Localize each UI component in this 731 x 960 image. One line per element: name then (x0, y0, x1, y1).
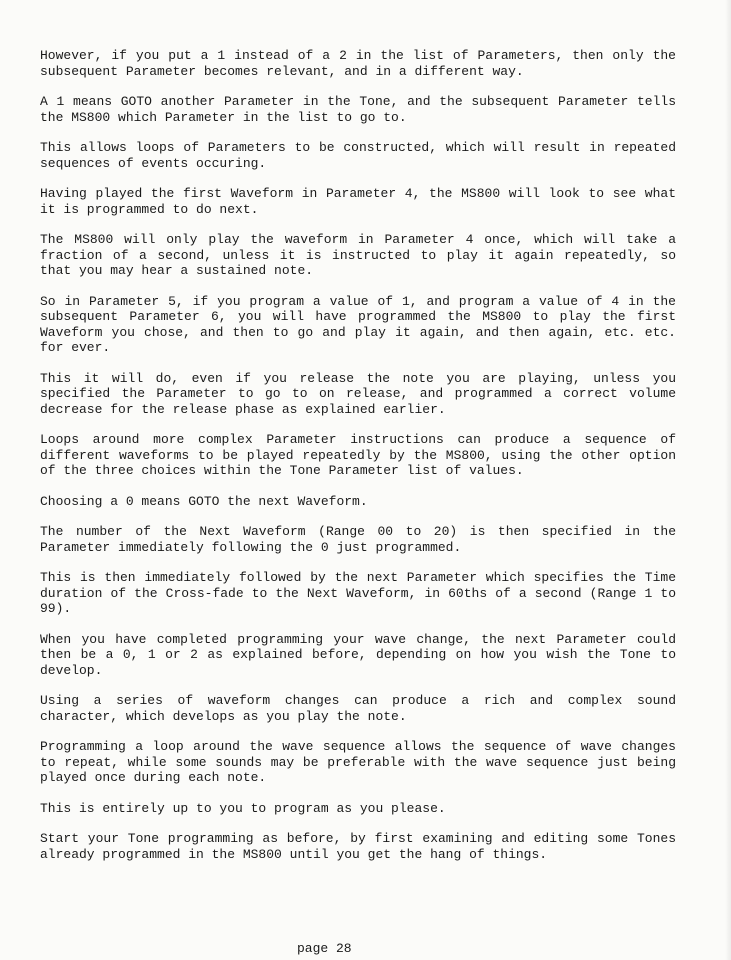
page-number: page 28 (297, 941, 352, 956)
paragraph-15: This is entirely up to you to program as you please. (40, 800, 446, 816)
paragraph-5: The MS800 will only play the waveform in Parameter 4 once, which will take a fraction of a second, unless it is instructed to play it again repeatedly, so that you may hear a sustained note. (40, 232, 676, 278)
paragraph-2: A 1 means GOTO another Parameter in the Tone, and the subsequent Parameter tells the MS800 which Parameter in the list to go to. (40, 94, 676, 125)
page-edge (725, 0, 731, 960)
paragraph-16: Start your Tone programming as before, by first examining and editing some Tones already programmed in the MS800 until you get the hang of things. (40, 831, 676, 862)
paragraph-11: This is then immediately followed by the next Parameter which specifies the Time duration of the Cross-fade to the Next Waveform, in 60ths of a second (Range 1 to 99). (40, 570, 676, 616)
body-text (40, 48, 676, 877)
paragraph-12: When you have completed programming your wave change, the next Parameter could then be a 0, 1 or 2 as explained before, depending on how you wish the Tone to develop. (40, 631, 676, 678)
paragraph-13: Using a series of waveform changes can produce a rich and complex sound character, which develops as you play the note. (40, 693, 676, 724)
paragraph-8: Loops around more complex Parameter instructions can produce a sequence of different waveforms to be played repeatedly by the MS800, using the other option of the three choices within the Tone Parameter list of values. (40, 432, 676, 478)
paragraph-6: So in Parameter 5, if you program a value of 1, and program a value of 4 in the subsequent Parameter 6, you will have programmed the MS800 to play the first Waveform you chose, and then to go and play it again, and then again, etc. etc. for ever. (40, 293, 676, 355)
paragraph-1: However, if you put a 1 instead of a 2 in the list of Parameters, then only the subsequent Parameter becomes relevant, and in a different way. (40, 48, 676, 79)
paragraph-10: The number of the Next Waveform (Range 00 to 20) is then specified in the Parameter immediately following the 0 just programmed. (40, 524, 676, 555)
paragraph-7: This it will do, even if you release the note you are playing, unless you specified the Parameter to go to on release, and programmed a correct volume decrease for the release phase as explained earlier. (40, 370, 676, 417)
paragraph-4: Having played the first Waveform in Parameter 4, the MS800 will look to see what it is programmed to do next. (40, 186, 676, 217)
paragraph-14: Programming a loop around the wave sequence allows the sequence of wave changes to repeat, while some sounds may be preferable with the wave sequence just being played once during each note. (40, 739, 676, 785)
paragraph-9: Choosing a 0 means GOTO the next Waveform. (40, 493, 368, 509)
paragraph-3: This allows loops of Parameters to be constructed, which will result in repeated sequences of events occuring. (40, 140, 676, 171)
